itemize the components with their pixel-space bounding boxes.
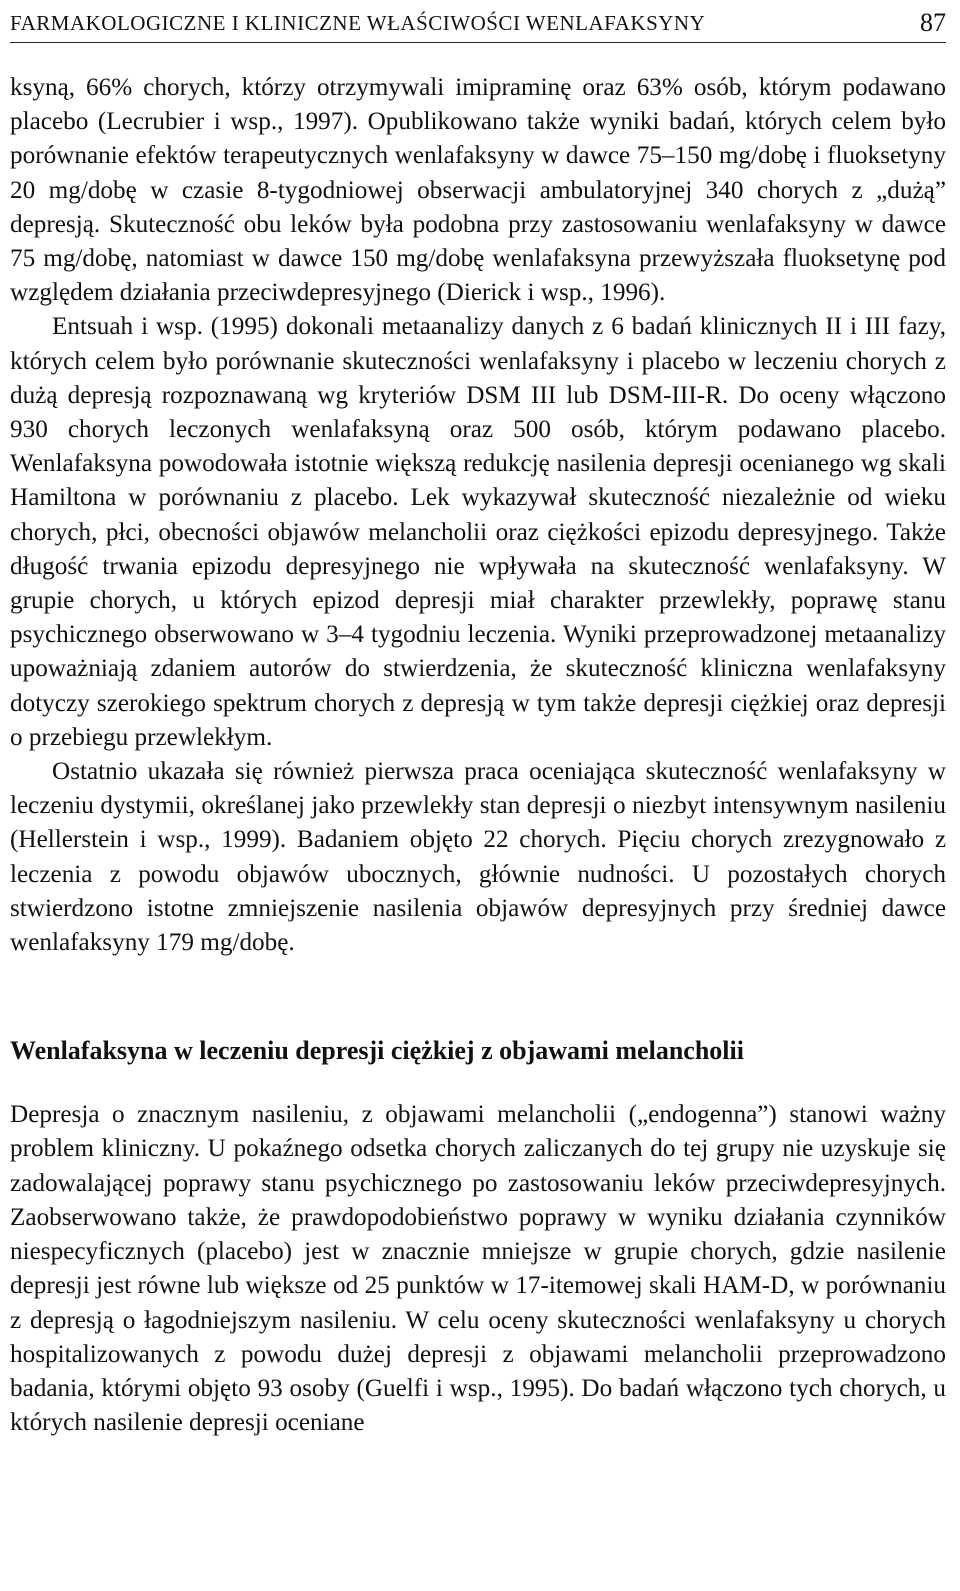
paragraph-dysthymia: Ostatnio ukazała się również pierwsza praca oceniająca skuteczność wenlafaksyny w leczeniu dystymii, określanej jako przewlekły stan depresji o niezbyt intensywnym nasileniu (Hellerstein i wsp., 1999). Badaniem objęto 22 chorych. Pięciu chorych zrezygnowało z leczenia z powodu objawów ubocznych, głównie nudności. U pozostałych chorych stwierdzono istotne zmniejszenie nasilenia objawów depresyjnych przy średniej dawce wenlafaksyny 179 mg/dobę. <box>10 758 946 957</box>
body-text <box>10 71 946 1440</box>
running-title: FARMAKOLOGICZNE I KLINICZNE WŁAŚCIWOŚCI WENLAFAKSYNY <box>10 11 706 35</box>
paragraph-metaanalysis: Entsuah i wsp. (1995) dokonali metaanalizy danych z 6 badań klinicznych II i III fazy, których celem było porównanie skuteczności wenlafaksyny i placebo w leczeniu chorych z dużą depresją rozpoznawaną wg kryteriów DSM III lub DSM-III-R. Do oceny włączono 930 chorych leczonych wenlafaksyną oraz 500 osób, którym podawano placebo. Wenlafaksyna powodowała istotnie większą redukcję nasilenia depresji ocenianego wg skali Hamiltona w porównaniu z placebo. Lek wykazywał skuteczność niezależnie od wieku chorych, płci, obecności objawów melancholii oraz ciężkości epizodu depresyjnego. Także długość trwania epizodu depresyjnego nie wpływała na skuteczność wenlafaksyny. W grupie chorych, u których epizod depresji miał charakter przewlekły, poprawę stanu psychicznego obserwowano w 3–4 tygodniu leczenia. Wyniki przeprowadzonej metaanalizy upoważniają zdaniem autorów do stwierdzenia, że skuteczność kliniczna wenlafaksyny dotyczy szerokiego spektrum chorych z depresją w tym także depresji ciężkiej oraz depresji o przebiegu przewlekłym. <box>10 313 946 751</box>
running-header <box>10 0 946 43</box>
page-number: 87 <box>920 8 946 37</box>
section-paragraph: Depresja o znacznym nasileniu, z objawami melancholii („endogenna”) stanowi ważny problem kliniczny. U pokaźnego odsetka chorych zaliczanych do tej grupy nie uzyskuje się zadowalającej poprawy stanu psychicznego po zastosowaniu leków przeciwdepresyjnych. Zaobserwowano także, że prawdopodobieństwo poprawy w wyniku działania czynników niespecyficznych (placebo) jest w znacznie mniejsze w grupie chorych, gdzie nasilenie depresji jest równe lub większe od 25 punktów w 17-itemowej skali HAM-D, w porównaniu z depresją o łagodniejszym nasileniu. W celu oceny skuteczności wenlafaksyny u chorych hospitalizowanych z powodu dużej depresji z objawami melancholii przeprowadzono badania, którymi objęto 93 osoby (Guelfi i wsp., 1995). Do badań włączono tych chorych, u których nasilenie depresji oceniane <box>10 1101 946 1437</box>
paragraph-continued: ksyną, 66% chorych, którzy otrzymywali imipraminę oraz 63% osób, którym podawano placebo (Lecrubier i wsp., 1997). Opublikowano także wyniki badań, których celem było porównanie efektów terapeutycznych wenlafaksyny w dawce 75–150 mg/dobę i fluoksetyny 20 mg/dobę w czasie 8-tygodniowej obserwacji ambulatoryjnej 340 chorych z „dużą” depresją. Skuteczność obu leków była podobna przy zastosowaniu wenlafaksyny w dawce 75 mg/dobę, natomiast w dawce 150 mg/dobę wenlafaksyna przewyższała fluoksetynę pod względem działania przeciwdepresyjnego (Dierick i wsp., 1996). <box>10 74 946 307</box>
section-heading: Wenlafaksyna w leczeniu depresji ciężkiej z objawami melancholii <box>10 1036 744 1066</box>
